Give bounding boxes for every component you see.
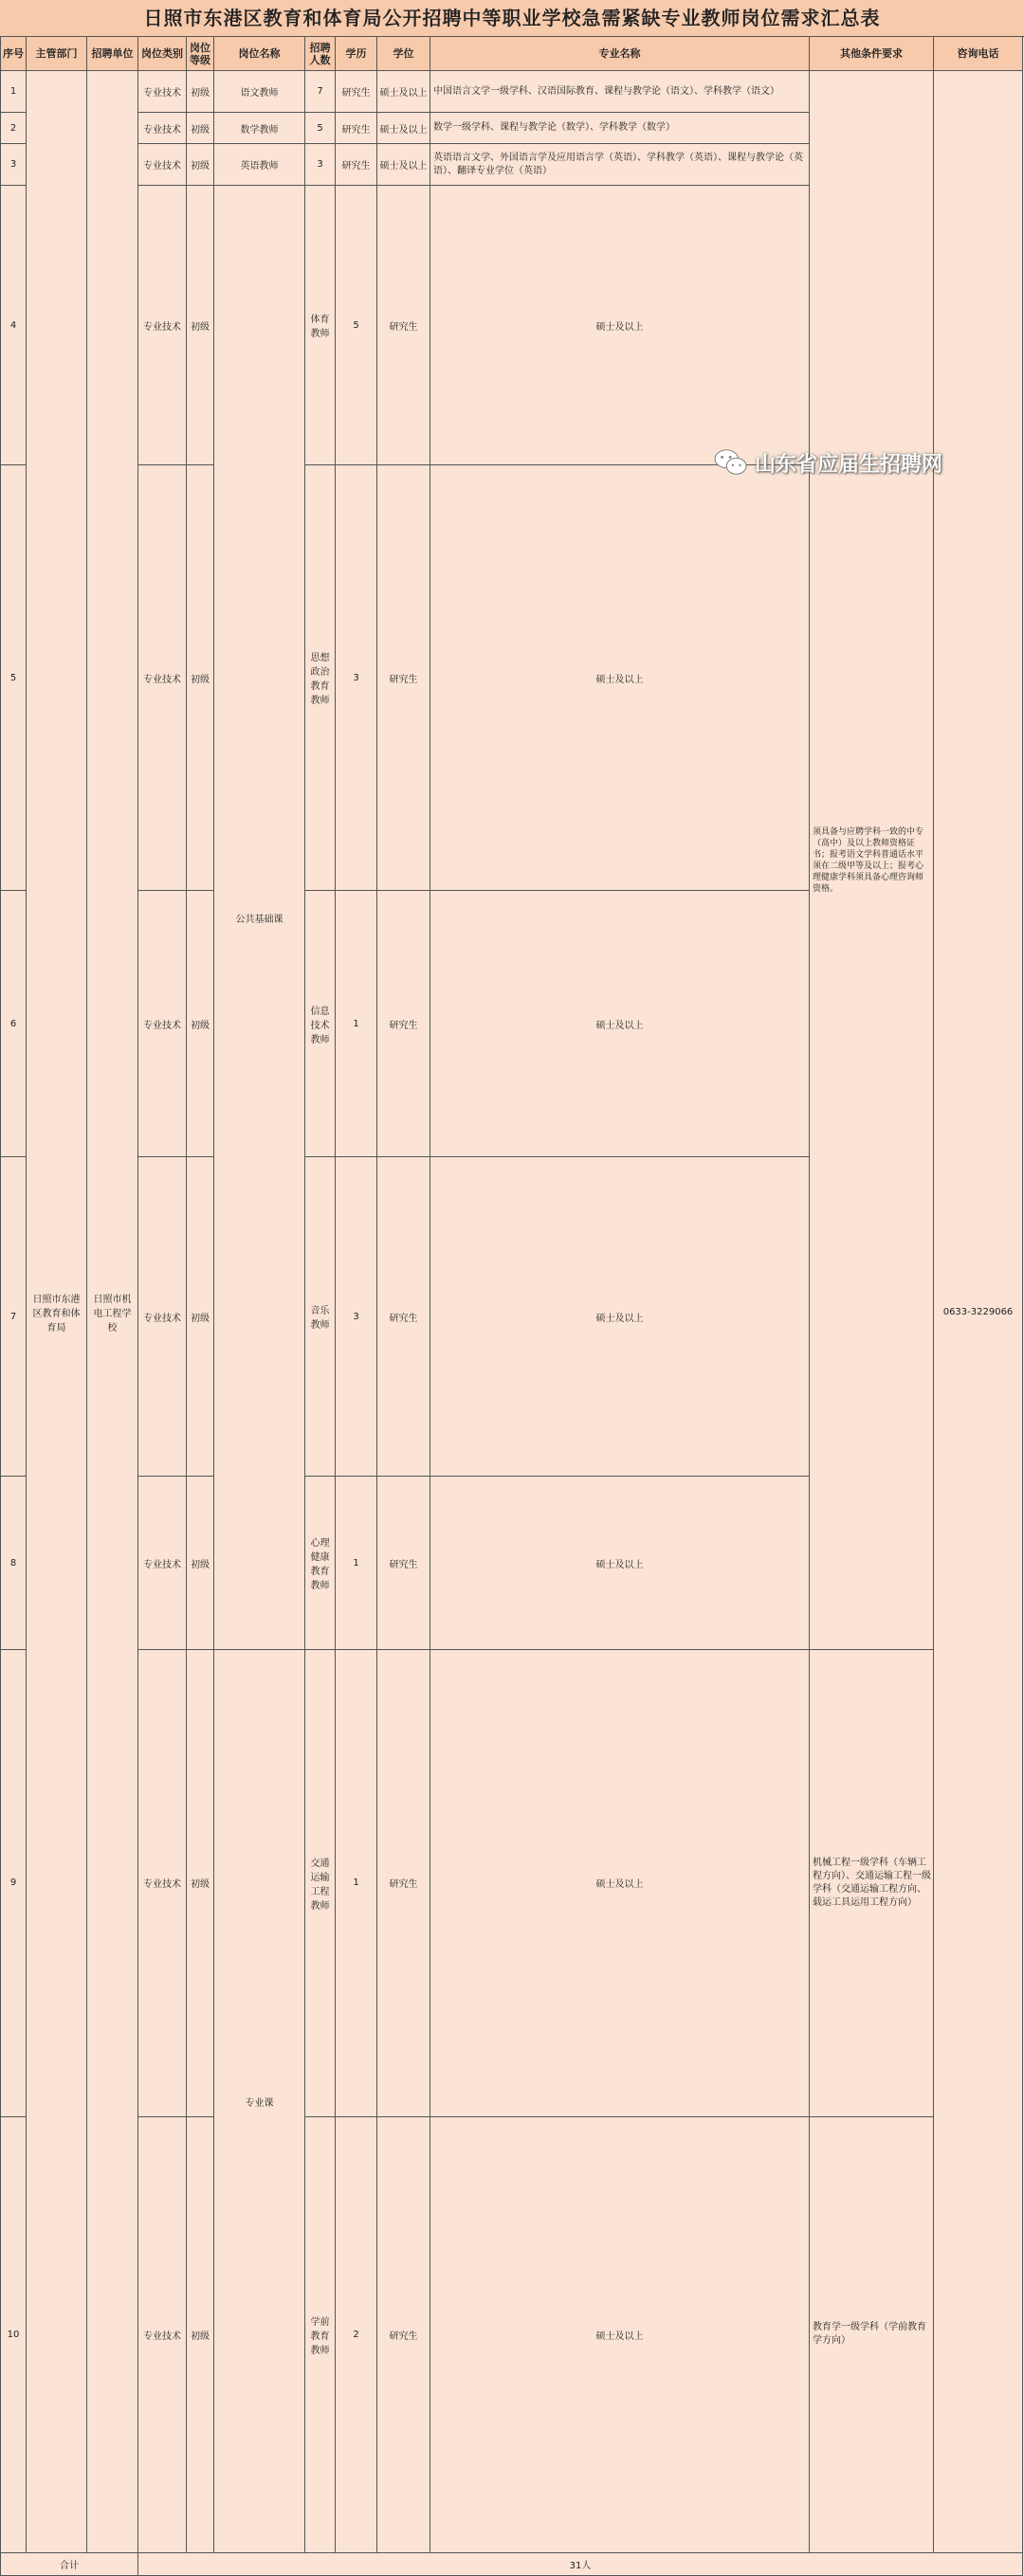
cell-type: 专业技术 <box>138 71 187 113</box>
header-count: 招聘人数 <box>305 37 336 71</box>
cell-edu: 研究生 <box>336 113 377 144</box>
cell-name: 语文教师 <box>214 71 305 113</box>
cell-edu: 研究生 <box>377 2116 430 2552</box>
cell-no: 8 <box>1 1477 27 1650</box>
cell-name: 思想政治教育教师 <box>305 465 336 891</box>
cell-no: 5 <box>1 465 27 891</box>
cell-level: 初级 <box>187 465 214 891</box>
cell-edu: 研究生 <box>336 71 377 113</box>
cell-count: 1 <box>336 1650 377 2117</box>
cell-edu: 研究生 <box>336 144 377 186</box>
cell-level: 初级 <box>187 1477 214 1650</box>
cell-type: 专业技术 <box>138 1650 187 2117</box>
cell-level: 初级 <box>187 71 214 113</box>
cell-level: 初级 <box>187 113 214 144</box>
cell-other-requirements-1: 须具备与应聘学科一致的中专（高中）及以上教师资格证书；报考语文学科普通话水平须在二级甲等及以上；报考心理健康学科须具备心理咨询师资格。 <box>810 71 934 1650</box>
watermark <box>713 444 997 481</box>
cell-no: 7 <box>1 1157 27 1477</box>
cell-edu: 研究生 <box>377 1157 430 1477</box>
cell-count: 3 <box>336 465 377 891</box>
cell-major: 英语语言文学、外国语言学及应用语言学（英语）、学科教学（英语）、课程与教学论（英语）、翻译专业学位（英语） <box>430 144 810 186</box>
cell-name: 数学教师 <box>214 113 305 144</box>
total-value: 31人 <box>138 2553 1023 2576</box>
cell-type: 专业技术 <box>138 465 187 891</box>
cell-major: 机械工程一级学科（车辆工程方向）、交通运输工程一级学科（交通运输工程方向、载运工具运用工程方向） <box>810 1650 934 2117</box>
table-row <box>1 71 1023 113</box>
cell-name: 体育教师 <box>305 186 336 465</box>
header-other: 其他条件要求 <box>810 37 934 71</box>
cell-major: 中国语言文学一级学科、汉语国际教育、课程与教学论（语文）、学科教学（语文） <box>430 71 810 113</box>
cell-dept: 日照市东港区教育和体育局 <box>27 71 87 2553</box>
watermark-text: 山东省应届生招聘网 <box>755 452 943 477</box>
cell-degree: 硕士及以上 <box>377 144 430 186</box>
cell-type: 专业技术 <box>138 1157 187 1477</box>
cell-group-public-basic: 公共基础课 <box>214 186 305 1650</box>
cell-name: 交通运输工程教师 <box>305 1650 336 2117</box>
table-row <box>1 2116 1023 2552</box>
table-row <box>1 1650 1023 2117</box>
cell-degree: 硕士及以上 <box>430 465 810 891</box>
header-seq: 序号 <box>1 37 27 71</box>
wechat-icon <box>713 447 749 478</box>
cell-unit: 日照市机电工程学校 <box>87 71 138 2553</box>
cell-edu: 研究生 <box>377 1477 430 1650</box>
cell-edu: 研究生 <box>377 891 430 1157</box>
header-edu: 学历 <box>336 37 377 71</box>
cell-count: 2 <box>336 2116 377 2552</box>
cell-degree: 硕士及以上 <box>430 1157 810 1477</box>
recruitment-table <box>0 36 1023 2576</box>
cell-name: 英语教师 <box>214 144 305 186</box>
cell-count: 5 <box>336 186 377 465</box>
cell-level: 初级 <box>187 1157 214 1477</box>
cell-type: 专业技术 <box>138 2116 187 2552</box>
cell-name: 学前教育教师 <box>305 2116 336 2552</box>
cell-degree: 硕士及以上 <box>430 186 810 465</box>
cell-type: 专业技术 <box>138 186 187 465</box>
cell-edu: 研究生 <box>377 186 430 465</box>
cell-major: 教育学一级学科（学前教育学方向） <box>810 2116 934 2552</box>
cell-degree: 硕士及以上 <box>377 113 430 144</box>
cell-type: 专业技术 <box>138 891 187 1157</box>
cell-count: 3 <box>305 144 336 186</box>
cell-no: 2 <box>1 113 27 144</box>
cell-no: 9 <box>1 1650 27 2117</box>
header-major: 专业名称 <box>430 37 810 71</box>
cell-degree: 硕士及以上 <box>430 1477 810 1650</box>
cell-level: 初级 <box>187 144 214 186</box>
cell-count: 3 <box>336 1157 377 1477</box>
total-label: 合计 <box>1 2553 138 2576</box>
header-row <box>1 37 1023 71</box>
cell-level: 初级 <box>187 1650 214 2117</box>
cell-type: 专业技术 <box>138 1477 187 1650</box>
cell-level: 初级 <box>187 2116 214 2552</box>
cell-edu: 研究生 <box>377 465 430 891</box>
header-post-name: 岗位名称 <box>214 37 305 71</box>
cell-degree: 硕士及以上 <box>430 891 810 1157</box>
page-title: 日照市东港区教育和体育局公开招聘中等职业学校急需紧缺专业教师岗位需求汇总表 <box>0 0 1024 37</box>
cell-level: 初级 <box>187 186 214 465</box>
cell-name: 心理健康教育教师 <box>305 1477 336 1650</box>
cell-type: 专业技术 <box>138 144 187 186</box>
cell-group-professional: 专业课 <box>214 1650 305 2553</box>
cell-no: 6 <box>1 891 27 1157</box>
cell-phone: 0633-3229066 <box>934 71 1023 2553</box>
cell-level: 初级 <box>187 891 214 1157</box>
header-phone: 咨询电话 <box>934 37 1023 71</box>
cell-count: 1 <box>336 891 377 1157</box>
header-unit: 招聘单位 <box>87 37 138 71</box>
cell-no: 1 <box>1 71 27 113</box>
total-row <box>1 2553 1023 2576</box>
cell-name: 信息技术教师 <box>305 891 336 1157</box>
cell-degree: 硕士及以上 <box>377 71 430 113</box>
cell-degree: 硕士及以上 <box>430 1650 810 2117</box>
cell-count: 1 <box>336 1477 377 1650</box>
header-post-type: 岗位类别 <box>138 37 187 71</box>
cell-degree: 硕士及以上 <box>430 2116 810 2552</box>
header-post-level: 岗位等级 <box>187 37 214 71</box>
header-dept: 主管部门 <box>27 37 87 71</box>
cell-name: 音乐教师 <box>305 1157 336 1477</box>
cell-no: 4 <box>1 186 27 465</box>
cell-count: 7 <box>305 71 336 113</box>
cell-no: 10 <box>1 2116 27 2552</box>
cell-edu: 研究生 <box>377 1650 430 2117</box>
cell-count: 5 <box>305 113 336 144</box>
cell-no: 3 <box>1 144 27 186</box>
header-degree: 学位 <box>377 37 430 71</box>
cell-major: 数学一级学科、课程与教学论（数学）、学科教学（数学） <box>430 113 810 144</box>
cell-type: 专业技术 <box>138 113 187 144</box>
